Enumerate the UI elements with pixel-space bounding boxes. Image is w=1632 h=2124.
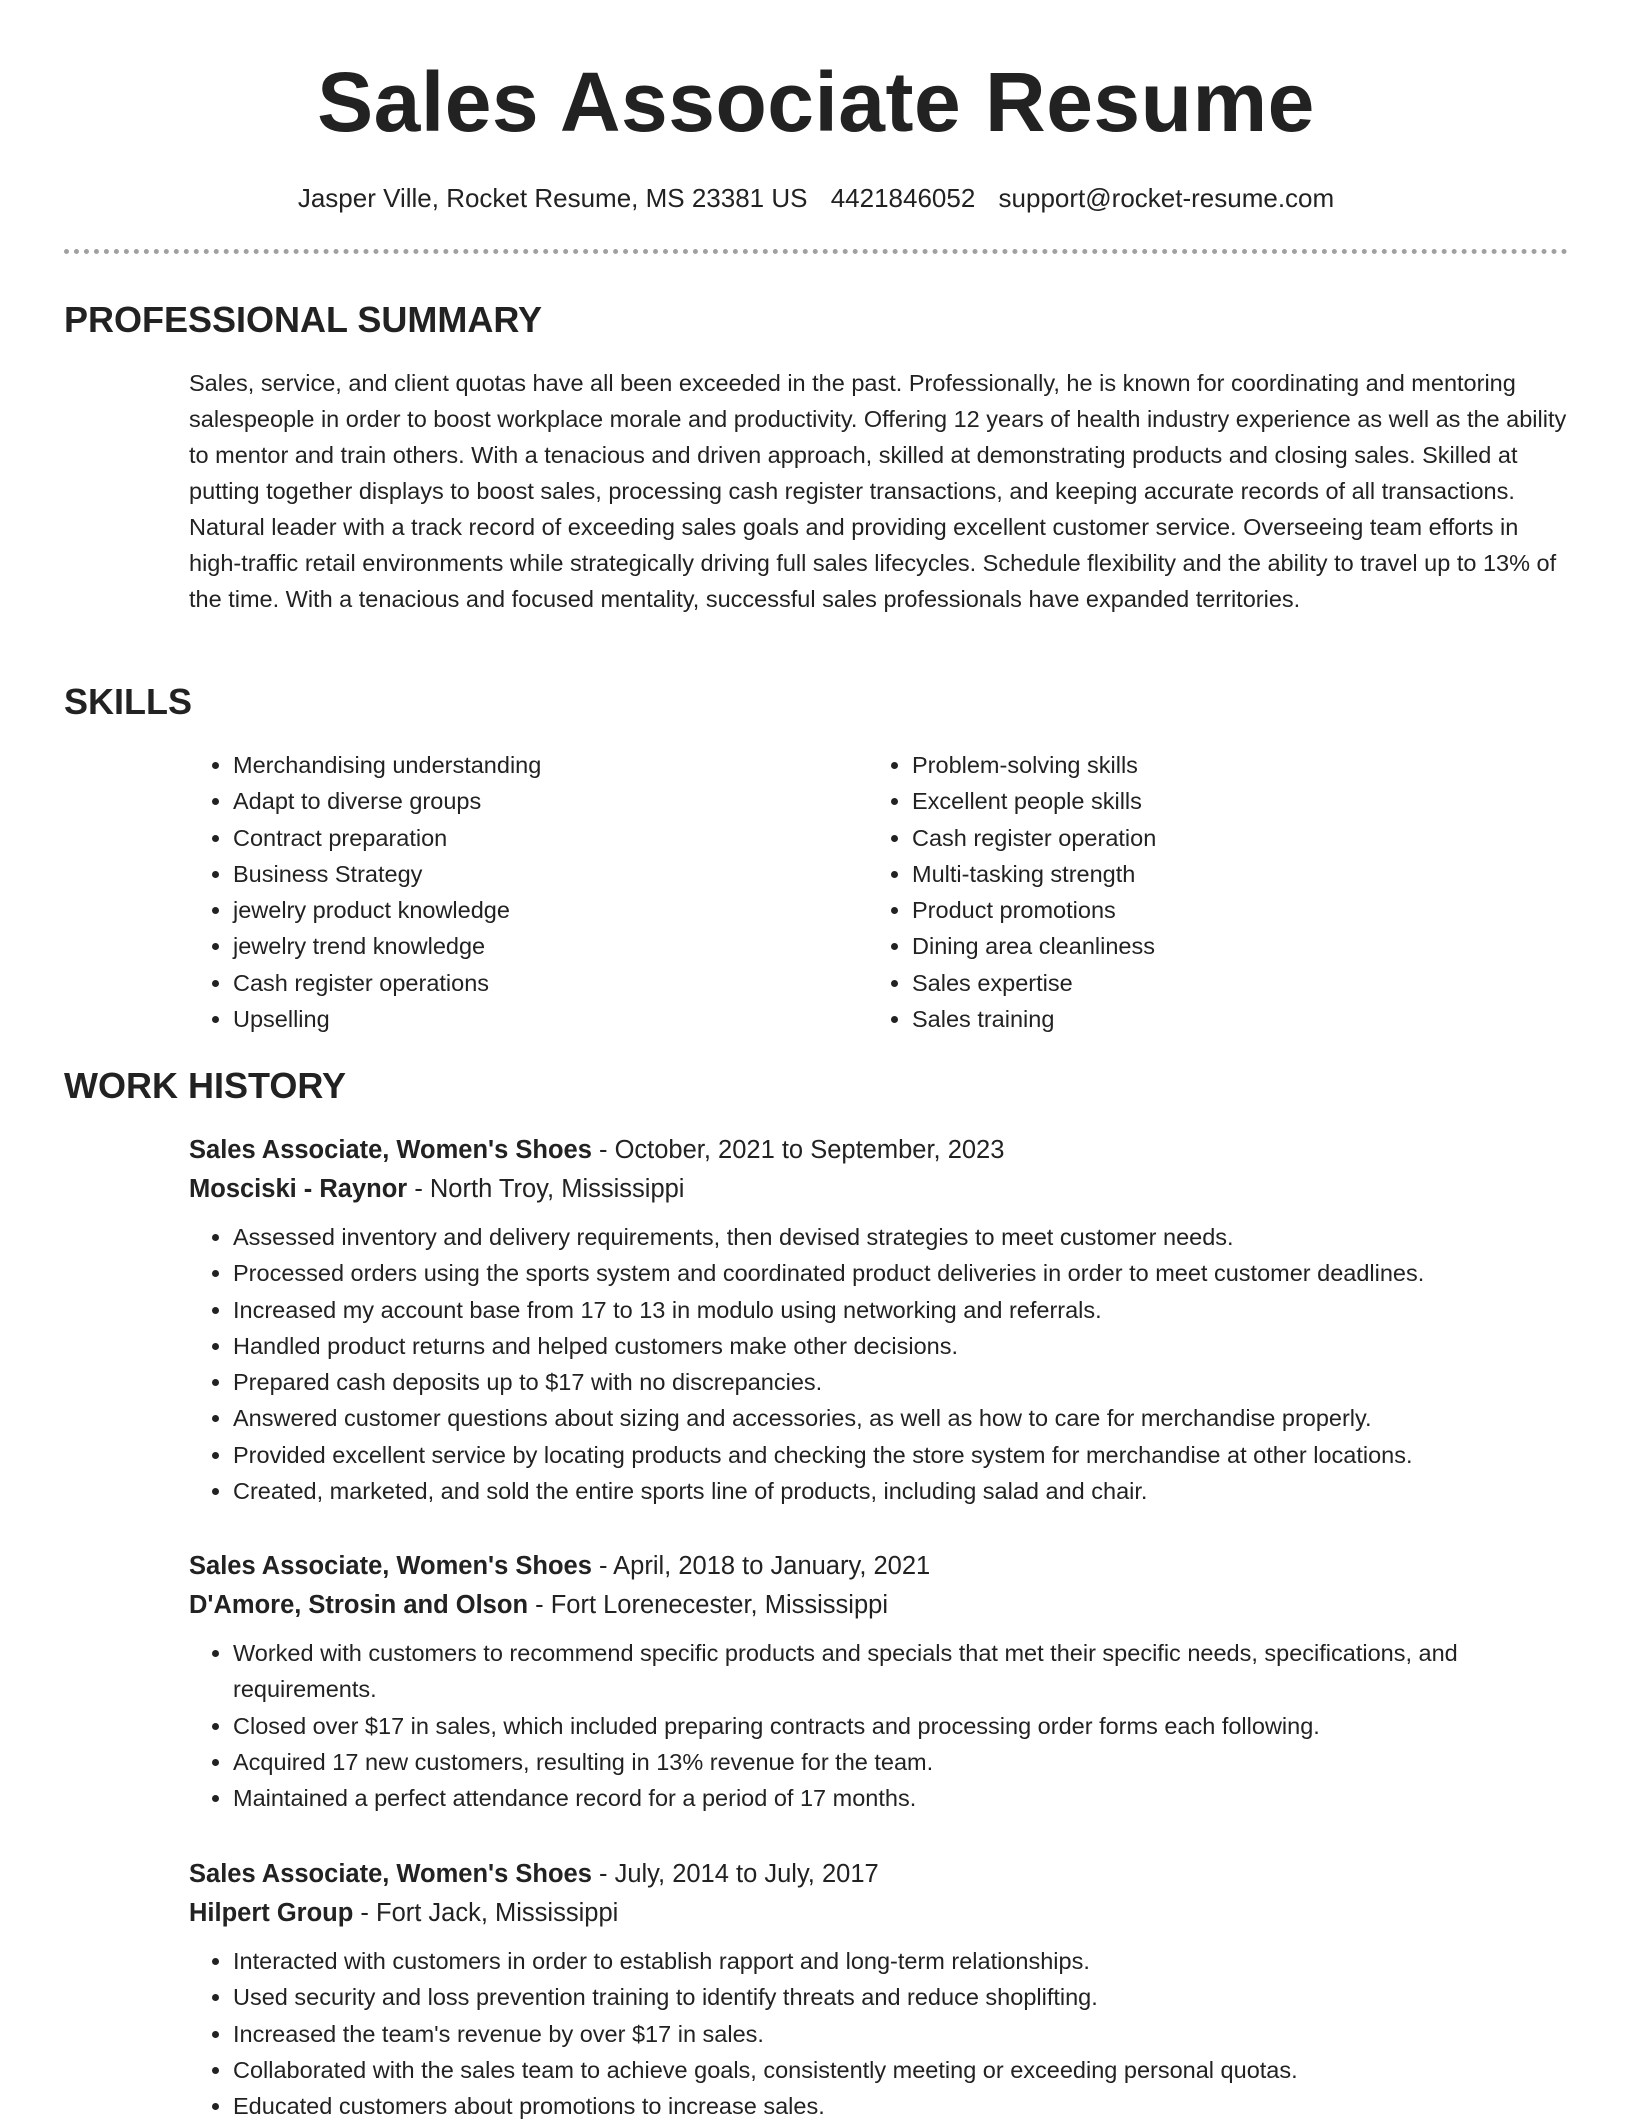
job-bullet: • Collaborated with the sales team to achieve goals, consistently meeting or exceeding personal quotas. (233, 2052, 1567, 2088)
job-company: D'Amore, Strosin and Olson (189, 1591, 529, 1619)
skill-item: • Sales training (912, 1001, 1547, 1037)
job-bullet: • Educated customers about promotions to increase sales. (233, 2088, 1567, 2124)
skill-item: • Sales expertise (912, 965, 1547, 1001)
skill-item: • Problem-solving skills (912, 747, 1547, 783)
job-location: - Fort Lorenecester, Mississippi (528, 1591, 888, 1619)
job-location: - North Troy, Mississippi (407, 1175, 685, 1203)
job-bullet: • Assessed inventory and delivery requirements, then devised strategies to meet customer needs. (233, 1219, 1567, 1255)
contact-email: support@rocket-resume.com (998, 183, 1335, 213)
job-position: Sales Associate, Women's Shoes (189, 1860, 592, 1888)
job-bullet: • Acquired 17 new customers, resulting in 13% revenue for the team. (233, 1744, 1567, 1780)
job-title-line (189, 1855, 1567, 1894)
job-company: Mosciski - Raynor (189, 1175, 408, 1203)
skills-list (189, 747, 1567, 1037)
section-title-work-history: WORK HISTORY (64, 1065, 347, 1106)
skill-item: • Adapt to diverse groups (233, 783, 868, 819)
job-bullet: • Provided excellent service by locating products and checking the store system for merchandise at other locations. (233, 1437, 1567, 1473)
job-position: Sales Associate, Women's Shoes (189, 1552, 592, 1580)
contact-phone: 4421846052 (830, 183, 976, 213)
summary-text: Sales, service, and client quotas have all been exceeded in the past. Professionally, he is known for coordinating and mentoring salespeople in order to boost workplace morale and productivity. Offering 12 years of health industry experience as well as the ability to mentor and train others. With a tenacious and driven approach, skilled at demonstrating products and closing sales. Skilled at putting together displays to boost sales, processing cash register transactions, and keeping accurate records of all transactions. Natural leader with a track record of exceeding sales goals and providing excellent customer service. Overseeing team efforts in high-traffic retail environments while strategically driving full sales lifecycles. Schedule flexibility and the ability to travel up to 13% of the time. With a tenacious and focused mentality, successful sales professionals have expanded territories. (189, 370, 1567, 612)
section-title-summary: PROFESSIONAL SUMMARY (64, 299, 543, 340)
job-position: Sales Associate, Women's Shoes (189, 1136, 592, 1164)
skill-item: • Excellent people skills (912, 783, 1547, 819)
skill-item: • Contract preparation (233, 820, 868, 856)
job-bullet: • Interacted with customers in order to establish rapport and long-term relationships. (233, 1943, 1567, 1979)
job-dates: - July, 2014 to July, 2017 (591, 1860, 879, 1888)
job-bullet: • Increased my account base from 17 to 13 in modulo using networking and referrals. (233, 1292, 1567, 1328)
skill-item: • Cash register operation (912, 820, 1547, 856)
contact-address: Jasper Ville, Rocket Resume, MS 23381 US (297, 183, 808, 213)
job-bullet: • Processed orders using the sports system and coordinated product deliveries in order to meet customer deadlines. (233, 1255, 1567, 1291)
job-bullet: • Increased the team's revenue by over $17 in sales. (233, 2016, 1567, 2052)
job-bullets (189, 1219, 1567, 1509)
job-bullet: • Worked with customers to recommend specific products and specials that met their specific needs, specifications, and requirements. (233, 1635, 1567, 1708)
skill-item: • Upselling (233, 1001, 868, 1037)
resume-title: Sales Associate Resume (317, 55, 1315, 149)
job-bullet: • Closed over $17 in sales, which included preparing contracts and processing order forms each following. (233, 1708, 1567, 1744)
job-bullet: • Created, marketed, and sold the entire sports line of products, including salad and chair. (233, 1473, 1567, 1509)
skills-column-left (189, 747, 868, 1037)
skills-column-right (868, 747, 1547, 1037)
job-dates: - October, 2021 to September, 2023 (591, 1136, 1005, 1164)
job-title-line (189, 1131, 1567, 1170)
skill-item: • jewelry product knowledge (233, 892, 868, 928)
job-company-line (189, 1586, 1567, 1625)
header-divider (64, 249, 1568, 254)
job-bullets (189, 1635, 1567, 1816)
job-dates: - April, 2018 to January, 2021 (591, 1552, 931, 1580)
skill-item: • Merchandising understanding (233, 747, 868, 783)
skill-item: • Cash register operations (233, 965, 868, 1001)
job-company: Hilpert Group (189, 1899, 354, 1927)
job-entry (189, 1131, 1567, 1509)
skill-item: • Dining area cleanliness (912, 928, 1547, 964)
skill-item: • Multi-tasking strength (912, 856, 1547, 892)
job-bullet: • Prepared cash deposits up to $17 with no discrepancies. (233, 1364, 1567, 1400)
job-title-line (189, 1547, 1567, 1586)
job-bullet: • Maintained a perfect attendance record for a period of 17 months. (233, 1780, 1567, 1816)
job-bullet: • Answered customer questions about sizing and accessories, as well as how to care for merchandise properly. (233, 1400, 1567, 1436)
job-company-line (189, 1170, 1567, 1209)
job-entry (189, 1547, 1567, 1816)
job-bullet: • Used security and loss prevention training to identify threats and reduce shoplifting. (233, 1979, 1567, 2015)
skill-item: • jewelry trend knowledge (233, 928, 868, 964)
contact-line (0, 180, 1632, 216)
skill-item: • Business Strategy (233, 856, 868, 892)
section-title-skills: SKILLS (64, 681, 193, 722)
job-location: - Fort Jack, Mississippi (353, 1899, 619, 1927)
job-entry (189, 1855, 1567, 2124)
skill-item: • Product promotions (912, 892, 1547, 928)
job-bullet: • Handled product returns and helped customers make other decisions. (233, 1328, 1567, 1364)
job-bullets (189, 1943, 1567, 2124)
job-company-line (189, 1894, 1567, 1933)
